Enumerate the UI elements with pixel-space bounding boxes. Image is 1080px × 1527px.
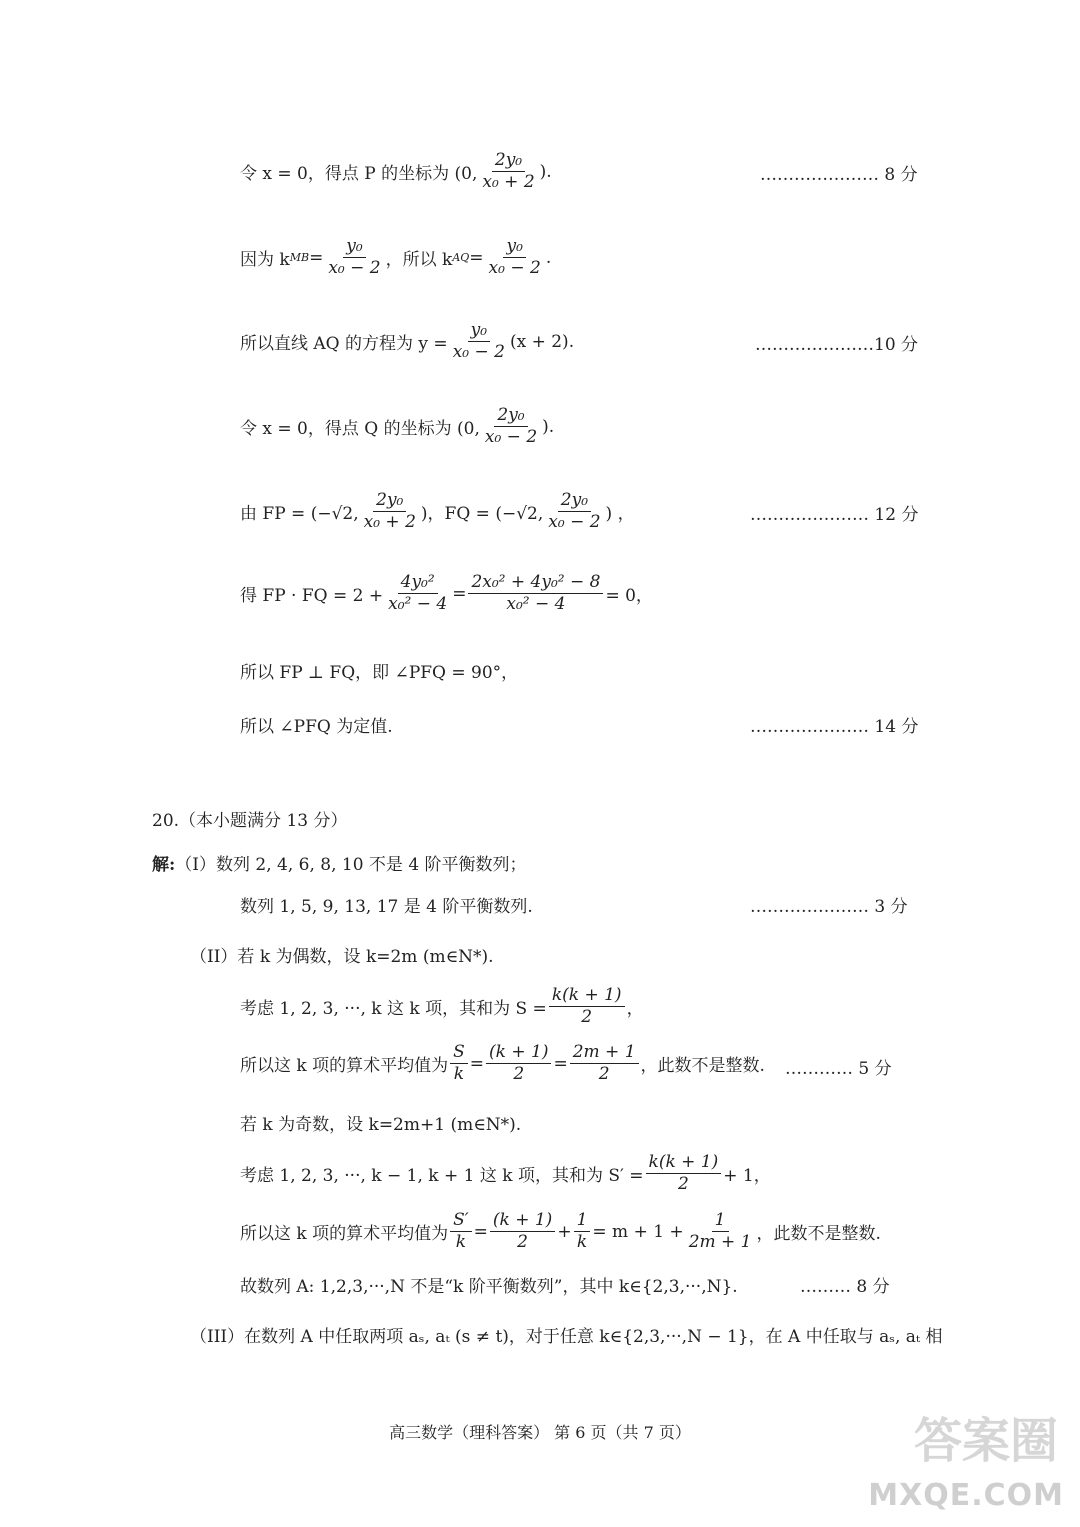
line-aq-equation: 所以直线 AQ 的方程为 y = $\frac{\text{y₀}}{\text{x₀ − 2}}$ (x + 2).: [240, 320, 575, 363]
line-slope: 因为 k MB = $\frac{\text{y₀}}{\text{x₀ − 2}}$ ，所以 k AQ = $\frac{\text{y₀}}{\text{x₀ − 2}}$ .: [240, 236, 552, 279]
part-2-line-a: （II）若 k 为偶数，设 k=2m (m∈N*).: [190, 947, 494, 967]
part-2-line-d: 若 k 为奇数，设 k=2m+1 (m∈N*).: [240, 1115, 522, 1135]
fraction: $\frac{\text{2y₀}}{\text{x₀ − 2}}$: [484, 405, 538, 448]
fraction: $\frac{\text{2y₀}}{\text{x₀ + 2}}$: [482, 150, 535, 193]
score-12: ………………… 12 分: [750, 505, 919, 525]
part-2-line-b: 考虑 1, 2, 3, ···, k 这 k 项，其和为 S = $\frac{k(k + 1)}{2}$ ，: [240, 985, 644, 1028]
question-20-title: 20.（本小题满分 13 分）: [152, 811, 348, 831]
line-perpendicular: 所以 FP ⊥ FQ，即 ∠PFQ = 90°，: [240, 663, 519, 683]
score-8: ………………… 8 分: [760, 165, 918, 185]
fraction: $\frac{S}{k}$: [450, 1042, 468, 1086]
fraction: $\frac{1}{2m + 1}$: [688, 1210, 752, 1253]
fraction: $\frac{k(k + 1)}{2}$: [646, 1152, 722, 1196]
part-1-line-b: 数列 1, 5, 9, 13, 17 是 4 阶平衡数列.: [240, 897, 533, 917]
part-2-line-g: 故数列 A: 1,2,3,···,N 不是“k 阶平衡数列”，其中 k∈{2,3,···,N}.: [240, 1277, 738, 1297]
line-constant: 所以 ∠PFQ 为定值.: [240, 717, 393, 737]
fraction: $\frac{(k + 1)}{2}$: [486, 1042, 551, 1086]
line-vectors: 由 FP = (−√2, $\frac{\text{2y₀}}{\text{x₀ + 2}}$ )，FQ = (−√2, $\frac{\text{2y₀}}{\text{x₀ − 2}}$ ) ，: [240, 490, 635, 533]
score-5: ………… 5 分: [785, 1059, 892, 1079]
fraction: $\frac{\text{y₀}}{\text{x₀ − 2}}$: [452, 320, 505, 363]
score-3: ………………… 3 分: [750, 897, 908, 917]
score-14: ………………… 14 分: [750, 717, 919, 737]
fraction: $\frac{\text{2y₀}}{\text{x₀ − 2}}$: [548, 490, 601, 533]
fraction: $\frac{\text{y₀}}{\text{x₀ − 2}}$: [488, 236, 541, 279]
part-1-line-a: 解: （I）数列 2, 4, 6, 8, 10 不是 4 阶平衡数列；: [152, 850, 527, 875]
line-q-coordinate: 令 x = 0，得点 Q 的坐标为 (0, $\frac{\text{2y₀}}{\text{x₀ − 2}}$ ).: [240, 405, 555, 448]
line-dot-product: 得 FP · FQ = 2 + $\frac{\text{4y₀²}}{\text{x₀² − 4}}$ = $\frac{\text{2x₀² + 4y₀² − 8}}{\text{x₀² − 4}}$ = 0，: [240, 572, 653, 615]
fraction: $\frac{\text{2y₀}}{\text{x₀ + 2}}$: [363, 490, 416, 533]
part-2-line-f: 所以这 k 项的算术平均值为 $\frac{S'}{k}$ = $\frac{(k + 1)}{2}$ + $\frac{1}{k}$ = m + 1 + $\frac{1}{2m + 1}$ ，此数不是整数.: [240, 1210, 881, 1253]
watermark-url: MXQE.COM: [868, 1478, 1064, 1513]
part-2-line-e: 考虑 1, 2, 3, ···, k − 1, k + 1 这 k 项，其和为 S′ = $\frac{k(k + 1)}{2}$ + 1，: [240, 1152, 771, 1195]
fraction: $\frac{\text{2x₀² + 4y₀² − 8}}{\text{x₀² − 4}}$: [468, 572, 603, 616]
part-3-line-a: （III）在数列 A 中任取两项 aₛ, aₜ (s ≠ t)，对于任意 k∈{2,3,···,N − 1}，在 A 中任取与 aₛ, aₜ 相: [190, 1327, 943, 1347]
fraction: $\frac{(k + 1)}{2}$: [490, 1210, 555, 1254]
score-8b: ……… 8 分: [800, 1277, 890, 1297]
solution-label: 解:: [152, 855, 176, 875]
fraction: $\frac{2m + 1}{2}$: [570, 1042, 639, 1086]
score-10: …………………10 分: [755, 335, 919, 355]
line-p-coordinate: 令 x = 0，得点 P 的坐标为 (0, $\frac{\text{2y₀}}{\text{x₀ + 2}}$ ).: [240, 150, 552, 193]
part-2-line-c: 所以这 k 项的算术平均值为 $\frac{S}{k}$ = $\frac{(k + 1)}{2}$ = $\frac{2m + 1}{2}$ ，此数不是整数.: [240, 1042, 765, 1085]
fraction: $\frac{k(k + 1)}{2}$: [549, 985, 625, 1029]
fraction: $\frac{\text{4y₀²}}{\text{x₀² − 4}}$: [388, 572, 448, 615]
fraction: $\frac{S'}{k}$: [450, 1210, 472, 1254]
fraction: $\frac{\text{y₀}}{\text{x₀ − 2}}$: [328, 236, 381, 279]
watermark-logo: 答案圈: [913, 1413, 1058, 1469]
page-footer: 高三数学（理科答案） 第 6 页（共 7 页）: [389, 1423, 691, 1442]
fraction: $\frac{1}{k}$: [574, 1210, 591, 1254]
watermark: [868, 1369, 1068, 1519]
